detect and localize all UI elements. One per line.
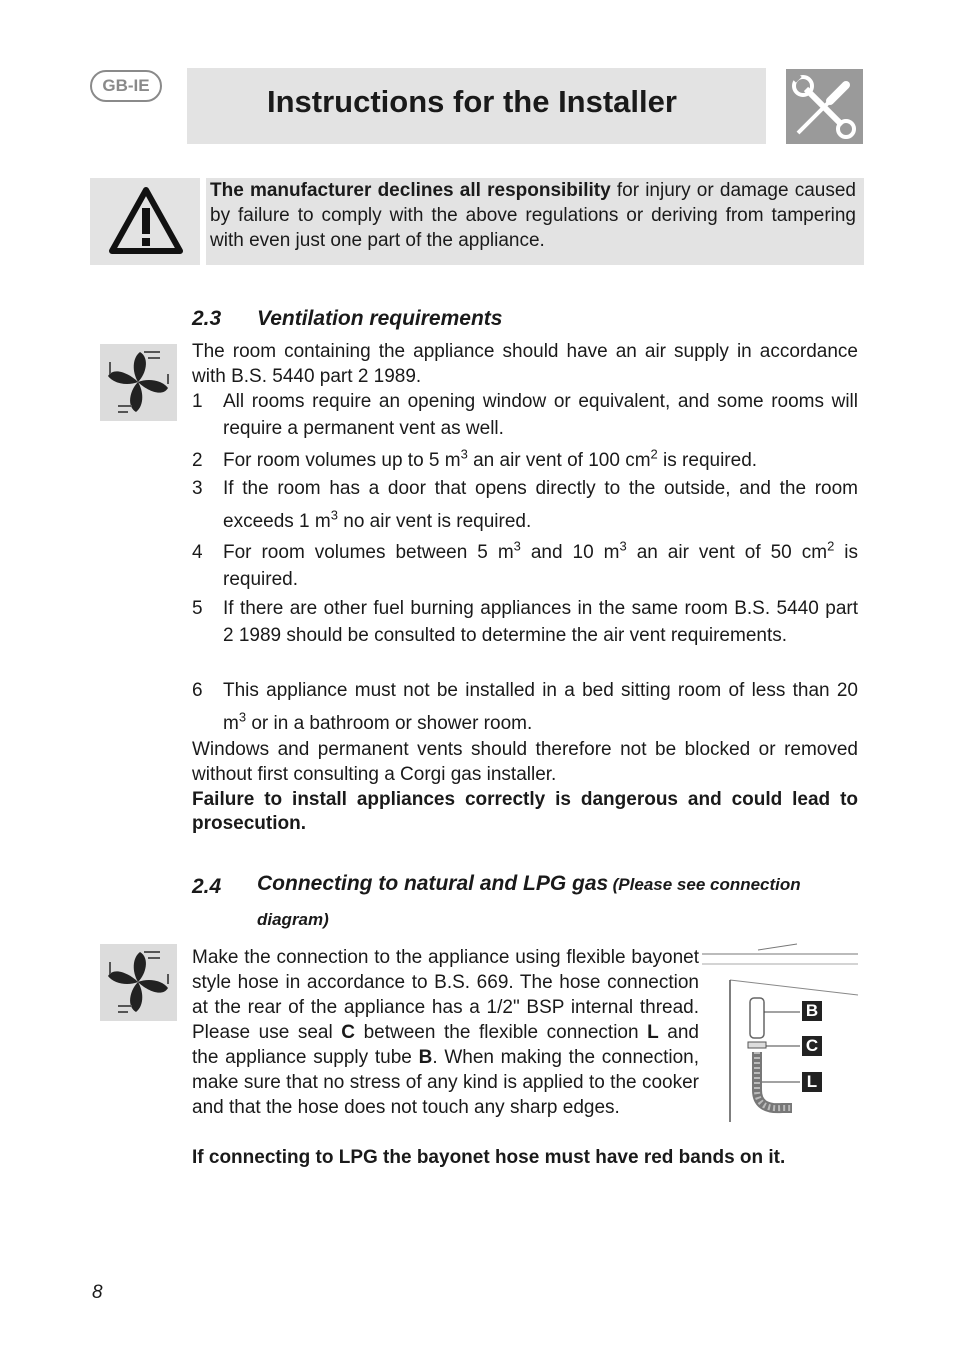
- warning-text: [210, 178, 856, 253]
- page-title: Instructions for the Installer: [267, 84, 677, 119]
- connection-diagram: [702, 940, 860, 1124]
- list-number: 5: [192, 598, 203, 619]
- lpg-warning: If connecting to LPG the bayonet hose must have red bands on it.: [192, 1147, 786, 1168]
- list-number: 4: [192, 542, 203, 563]
- section-number: 2.4: [192, 875, 222, 898]
- list-text: For room volumes between 5 $m^3$ and 10 $m^3$ an air vent of 50 $cm^2$ is required.: [223, 538, 858, 590]
- section-title: Connecting to natural and LPG gas: [257, 872, 609, 895]
- list-number: 1: [192, 391, 203, 412]
- list-text: This appliance must not be installed in a bed sitting room of less than 20 $m^3$ or in a bathroom or shower room.: [223, 680, 858, 734]
- list-text: For room volumes up to 5 $m^3$ an air vent of 100 $cm^2$ is required.: [223, 446, 758, 471]
- gas-body: Make the connection to the appliance using flexible bayonet style hose in accordance to B.S. 669. The hose connection at the rear of the appliance has a 1/2" BSP internal thread. Please use seal C between the flexible connection L and the appliance supply tube B. When making the connection, make sure that no stress of any kind is applied to the cooker and that the hose does not touch any sharp edges.: [192, 947, 699, 1118]
- warning-triangle-icon: [90, 178, 200, 265]
- list-text: If the room has a door that opens directly to the outside, and the room exceeds 1 $m^3$ no air vent is required.: [223, 478, 858, 532]
- region-badge: GB-IE: [90, 70, 162, 102]
- list-number: 2: [192, 450, 203, 471]
- ventilation-bold-warning: Failure to install appliances correctly is dangerous and could lead to prosecution.: [192, 789, 858, 834]
- list-text: If there are other fuel burning appliances in the same room B.S. 5440 part 2 1989 should be consulted to determine the air vent requirements.: [223, 598, 858, 646]
- section-title-line: [257, 872, 859, 896]
- ventilation-closing: Windows and permanent vents should therefore not be blocked or removed without first consulting a Corgi gas installer.: [192, 739, 858, 785]
- fan-icon: [100, 344, 177, 421]
- section-title-note: (Please see connection: [612, 875, 801, 894]
- diagram-label-b: B: [802, 1001, 822, 1021]
- diagram-label-c: C: [802, 1036, 822, 1056]
- warning-icon-box: [90, 178, 200, 265]
- ventilation-intro: The room containing the appliance should have an air supply in accordance with B.S. 5440 part 2 1989.: [192, 341, 858, 387]
- section-title: Ventilation requirements: [257, 307, 503, 330]
- section-number: 2.3: [192, 307, 222, 330]
- wrench-screwdriver-icon: [786, 69, 863, 144]
- list-text: All rooms require an opening window or equivalent, and some rooms will require a permanent vent as well.: [223, 391, 858, 439]
- warning-bold-lead: The manufacturer declines all responsibility: [210, 180, 611, 201]
- list-number: 6: [192, 680, 203, 701]
- fan-icon: [100, 944, 177, 1021]
- list-number: 3: [192, 478, 203, 499]
- diagram-label-l: L: [802, 1072, 822, 1092]
- page-number: 8: [92, 1282, 103, 1303]
- warning-body: for injury or damage caused by failure to comply with the above regulations or deriving from tampering with even just one part of the appliance.: [210, 180, 856, 251]
- section-title-note-2: diagram): [257, 910, 329, 929]
